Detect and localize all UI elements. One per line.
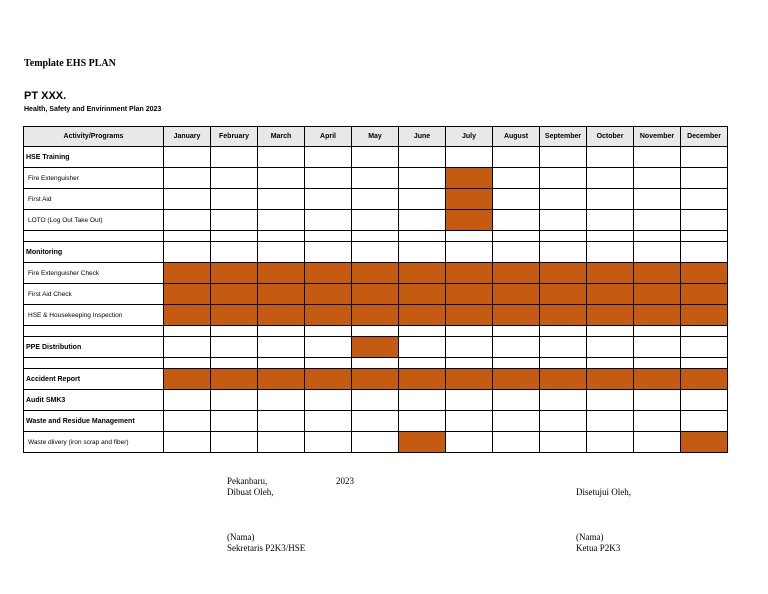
activity-label: First Aid (24, 189, 164, 210)
month-cell (634, 432, 681, 453)
month-cell (493, 337, 540, 358)
scheduled-month-cell (352, 305, 399, 326)
month-cell (352, 210, 399, 231)
section-label: PPE Distribution (24, 337, 164, 358)
month-cell (587, 358, 634, 369)
month-cell (399, 147, 446, 168)
scheduled-month-cell (681, 305, 728, 326)
scheduled-month-cell (211, 305, 258, 326)
made-by-label: Dibuat Oleh, (227, 487, 274, 497)
activity-label (24, 358, 164, 369)
scheduled-month-cell (681, 284, 728, 305)
month-cell (493, 432, 540, 453)
spacer-row (24, 358, 728, 369)
scheduled-month-cell (446, 305, 493, 326)
month-cell (258, 337, 305, 358)
month-cell (587, 147, 634, 168)
scheduled-month-cell (258, 284, 305, 305)
month-cell (634, 390, 681, 411)
month-cell (446, 411, 493, 432)
scheduled-month-cell (305, 369, 352, 390)
month-cell (493, 231, 540, 242)
month-cell (305, 189, 352, 210)
scheduled-month-cell (446, 168, 493, 189)
month-cell (540, 337, 587, 358)
month-cell (587, 168, 634, 189)
month-cell (540, 168, 587, 189)
month-cell (587, 337, 634, 358)
month-cell (493, 326, 540, 337)
table-row (24, 168, 728, 189)
month-cell (399, 326, 446, 337)
scheduled-month-cell (305, 263, 352, 284)
scheduled-month-cell (681, 263, 728, 284)
month-cell (446, 231, 493, 242)
month-cell (211, 242, 258, 263)
table-header-row (24, 127, 728, 147)
scheduled-month-cell (446, 284, 493, 305)
month-cell (540, 210, 587, 231)
scheduled-month-cell (634, 284, 681, 305)
table-row (24, 337, 728, 358)
month-cell (681, 326, 728, 337)
month-cell (352, 231, 399, 242)
month-cell (634, 210, 681, 231)
month-cell (164, 231, 211, 242)
month-cell (493, 242, 540, 263)
scheduled-month-cell (540, 263, 587, 284)
activity-label: Fire Extenguisher (24, 168, 164, 189)
month-cell (540, 358, 587, 369)
month-cell (446, 390, 493, 411)
approved-by-label: Disetujui Oleh, (576, 487, 631, 497)
month-cell (634, 337, 681, 358)
month-cell (587, 326, 634, 337)
scheduled-month-cell (587, 263, 634, 284)
table-row (24, 263, 728, 284)
month-cell (399, 231, 446, 242)
month-cell (164, 210, 211, 231)
month-cell (305, 210, 352, 231)
month-cell (211, 358, 258, 369)
scheduled-month-cell (211, 263, 258, 284)
month-cell (446, 242, 493, 263)
month-cell (352, 147, 399, 168)
month-cell (399, 411, 446, 432)
month-cell (164, 432, 211, 453)
month-cell (164, 168, 211, 189)
month-header: July (446, 127, 493, 147)
scheduled-month-cell (352, 337, 399, 358)
month-cell (211, 189, 258, 210)
month-cell (493, 411, 540, 432)
month-header: September (540, 127, 587, 147)
month-cell (587, 189, 634, 210)
section-label: Monitoring (24, 242, 164, 263)
month-cell (540, 147, 587, 168)
month-cell (493, 390, 540, 411)
scheduled-month-cell (305, 305, 352, 326)
scheduled-month-cell (164, 263, 211, 284)
month-cell (305, 358, 352, 369)
month-cell (305, 168, 352, 189)
month-cell (493, 210, 540, 231)
section-label: Accident Report (24, 369, 164, 390)
month-cell (634, 189, 681, 210)
month-cell (258, 168, 305, 189)
month-cell (446, 337, 493, 358)
month-cell (399, 242, 446, 263)
month-cell (540, 411, 587, 432)
month-cell (587, 411, 634, 432)
month-cell (258, 358, 305, 369)
spacer-row (24, 231, 728, 242)
scheduled-month-cell (634, 305, 681, 326)
activity-label: Waste dlivery (iron scrap and fiber) (24, 432, 164, 453)
month-cell (211, 432, 258, 453)
scheduled-month-cell (211, 284, 258, 305)
month-cell (540, 189, 587, 210)
month-cell (258, 189, 305, 210)
month-cell (446, 358, 493, 369)
scheduled-month-cell (211, 369, 258, 390)
month-header: May (352, 127, 399, 147)
scheduled-month-cell (399, 305, 446, 326)
month-cell (164, 326, 211, 337)
month-cell (681, 210, 728, 231)
month-cell (493, 147, 540, 168)
month-cell (540, 326, 587, 337)
month-cell (540, 231, 587, 242)
month-cell (352, 189, 399, 210)
right-signer-name: (Nama) (576, 532, 604, 542)
month-cell (164, 242, 211, 263)
month-cell (164, 189, 211, 210)
section-label: HSE Training (24, 147, 164, 168)
month-cell (352, 358, 399, 369)
month-header: August (493, 127, 540, 147)
month-cell (211, 390, 258, 411)
month-cell (305, 326, 352, 337)
month-cell (399, 358, 446, 369)
right-signer-role: Ketua P2K3 (576, 543, 621, 553)
scheduled-month-cell (493, 369, 540, 390)
month-cell (352, 411, 399, 432)
left-signer-name: (Nama) (227, 532, 255, 542)
month-cell (258, 411, 305, 432)
scheduled-month-cell (399, 284, 446, 305)
month-cell (211, 326, 258, 337)
month-cell (587, 390, 634, 411)
month-cell (540, 432, 587, 453)
month-cell (681, 231, 728, 242)
scheduled-month-cell (399, 263, 446, 284)
activity-label (24, 326, 164, 337)
scheduled-month-cell (446, 369, 493, 390)
scheduled-month-cell (587, 305, 634, 326)
month-cell (681, 337, 728, 358)
scheduled-month-cell (258, 263, 305, 284)
month-cell (211, 168, 258, 189)
document-title: Template EHS PLAN (24, 58, 116, 69)
month-cell (399, 168, 446, 189)
month-cell (399, 189, 446, 210)
month-cell (540, 242, 587, 263)
month-cell (211, 411, 258, 432)
scheduled-month-cell (634, 369, 681, 390)
table-row (24, 284, 728, 305)
month-cell (587, 231, 634, 242)
scheduled-month-cell (681, 369, 728, 390)
spacer-row (24, 326, 728, 337)
scheduled-month-cell (587, 369, 634, 390)
scheduled-month-cell (164, 284, 211, 305)
month-cell (399, 337, 446, 358)
month-cell (258, 210, 305, 231)
table-row (24, 210, 728, 231)
scheduled-month-cell (446, 210, 493, 231)
month-cell (446, 432, 493, 453)
table-row (24, 242, 728, 263)
left-signer-role: Sekretaris P2K3/HSE (227, 543, 306, 553)
table-body (24, 147, 728, 453)
table-row (24, 411, 728, 432)
month-cell (258, 242, 305, 263)
month-cell (681, 242, 728, 263)
month-header: March (258, 127, 305, 147)
month-cell (681, 189, 728, 210)
table-row (24, 369, 728, 390)
signature-year: 2023 (336, 476, 354, 486)
table-row (24, 189, 728, 210)
table-row (24, 147, 728, 168)
month-cell (305, 432, 352, 453)
month-cell (305, 390, 352, 411)
month-cell (681, 390, 728, 411)
month-cell (681, 168, 728, 189)
month-cell (352, 168, 399, 189)
ehs-plan-table (23, 126, 728, 453)
activity-label (24, 231, 164, 242)
scheduled-month-cell (164, 369, 211, 390)
month-cell (164, 390, 211, 411)
section-label: Waste and Residue Management (24, 411, 164, 432)
month-cell (540, 390, 587, 411)
month-cell (352, 390, 399, 411)
month-header: April (305, 127, 352, 147)
month-cell (587, 242, 634, 263)
month-cell (258, 231, 305, 242)
month-cell (164, 411, 211, 432)
activity-label: Fire Extenguisher Check (24, 263, 164, 284)
month-cell (211, 147, 258, 168)
month-cell (258, 432, 305, 453)
scheduled-month-cell (352, 284, 399, 305)
scheduled-month-cell (164, 305, 211, 326)
month-header: November (634, 127, 681, 147)
company-name: PT XXX. (24, 90, 67, 102)
scheduled-month-cell (634, 263, 681, 284)
table-row (24, 305, 728, 326)
section-label: Audit SMK3 (24, 390, 164, 411)
month-cell (446, 147, 493, 168)
plan-title: Health, Safety and Envirinment Plan 2023 (24, 106, 162, 113)
month-cell (634, 326, 681, 337)
month-header: December (681, 127, 728, 147)
month-cell (305, 337, 352, 358)
month-cell (258, 147, 305, 168)
scheduled-month-cell (493, 284, 540, 305)
month-cell (634, 147, 681, 168)
month-cell (164, 337, 211, 358)
month-cell (446, 326, 493, 337)
activity-label: LOTO (Log Out Take Out) (24, 210, 164, 231)
month-cell (493, 189, 540, 210)
scheduled-month-cell (258, 305, 305, 326)
table-row (24, 390, 728, 411)
scheduled-month-cell (446, 263, 493, 284)
scheduled-month-cell (352, 369, 399, 390)
month-header: February (211, 127, 258, 147)
month-cell (258, 390, 305, 411)
month-cell (164, 358, 211, 369)
month-cell (352, 432, 399, 453)
scheduled-month-cell (587, 284, 634, 305)
month-cell (493, 358, 540, 369)
month-cell (352, 326, 399, 337)
month-cell (305, 147, 352, 168)
month-cell (587, 432, 634, 453)
scheduled-month-cell (540, 369, 587, 390)
scheduled-month-cell (399, 369, 446, 390)
month-cell (258, 326, 305, 337)
scheduled-month-cell (540, 305, 587, 326)
month-cell (352, 242, 399, 263)
month-cell (493, 168, 540, 189)
month-header: June (399, 127, 446, 147)
month-cell (634, 231, 681, 242)
month-cell (211, 231, 258, 242)
month-cell (634, 242, 681, 263)
month-cell (681, 358, 728, 369)
month-cell (587, 210, 634, 231)
month-cell (305, 242, 352, 263)
month-cell (305, 231, 352, 242)
month-header: October (587, 127, 634, 147)
month-cell (634, 358, 681, 369)
month-header: January (164, 127, 211, 147)
scheduled-month-cell (399, 432, 446, 453)
table-row (24, 432, 728, 453)
scheduled-month-cell (446, 189, 493, 210)
signature-place: Pekanbaru, (227, 476, 268, 486)
scheduled-month-cell (540, 284, 587, 305)
month-cell (211, 337, 258, 358)
month-cell (399, 390, 446, 411)
month-cell (399, 210, 446, 231)
activity-header: Activity/Programs (24, 127, 164, 147)
month-cell (305, 411, 352, 432)
scheduled-month-cell (493, 305, 540, 326)
scheduled-month-cell (258, 369, 305, 390)
month-cell (164, 147, 211, 168)
activity-label: First Aid Check (24, 284, 164, 305)
month-cell (634, 168, 681, 189)
month-cell (681, 411, 728, 432)
scheduled-month-cell (305, 284, 352, 305)
month-cell (211, 210, 258, 231)
activity-label: HSE & Housekeeping Inspection (24, 305, 164, 326)
month-cell (634, 411, 681, 432)
scheduled-month-cell (681, 432, 728, 453)
scheduled-month-cell (493, 263, 540, 284)
scheduled-month-cell (352, 263, 399, 284)
month-cell (681, 147, 728, 168)
